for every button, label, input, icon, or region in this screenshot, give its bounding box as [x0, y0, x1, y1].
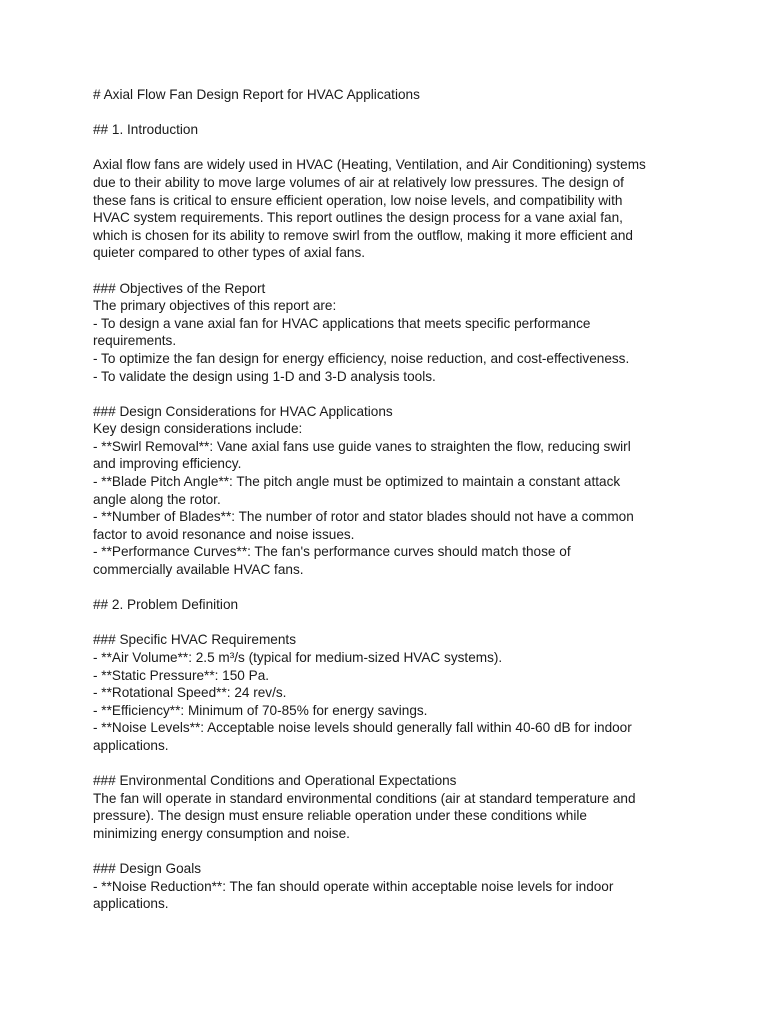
intro-text-line: these fans is critical to ensure efficient operation, low noise levels, and compatibility with — [93, 192, 623, 208]
requirements-text-line: applications. — [93, 737, 169, 753]
environment-text-line: minimizing energy consumption and noise. — [93, 825, 350, 841]
intro-text-line: due to their ability to move large volumes of air at relatively low pressures. The design of — [93, 174, 624, 190]
environment-text-line: pressure). The design must ensure reliable operation under these conditions while — [93, 808, 587, 824]
paragraph-gap — [93, 843, 693, 861]
intro-text-line: HVAC system requirements. This report outlines the design process for a vane axial fan, — [93, 210, 623, 226]
problem-heading: ## 2. Problem Definition — [93, 597, 239, 613]
paragraph-gap — [93, 104, 693, 122]
document-body — [93, 86, 693, 913]
goals-heading: ### Design Goals — [93, 861, 202, 877]
objectives-text-line: - To design a vane axial fan for HVAC applications that meets specific performance — [93, 315, 591, 331]
objectives-text-line: requirements. — [93, 333, 177, 349]
goals-text-line: applications. — [93, 896, 169, 912]
objectives-text-line: The primary objectives of this report are: — [93, 298, 337, 314]
document-title: # Axial Flow Fan Design Report for HVAC Applications — [93, 87, 420, 102]
intro-text-line: Axial flow fans are widely used in HVAC (Heating, Ventilation, and Air Conditioning) systems — [93, 157, 646, 173]
considerations-text-line: - **Number of Blades**: The number of rotor and stator blades should not have a common — [93, 509, 634, 525]
requirements-text-line: - **Static Pressure**: 150 Pa. — [93, 667, 270, 683]
intro-text-line: quieter compared to other types of axial fans. — [93, 245, 366, 261]
environment-text-line: The fan will operate in standard environmental conditions (air at standard temperature and — [93, 790, 636, 806]
paragraph-gap — [93, 579, 693, 597]
considerations-text-line: and improving efficiency. — [93, 456, 242, 472]
considerations-heading: ### Design Considerations for HVAC Applications — [93, 403, 393, 419]
objectives-heading: ### Objectives of the Report — [93, 280, 266, 296]
objectives-text-line: - To validate the design using 1-D and 3-D analysis tools. — [93, 368, 436, 384]
considerations-text-line: - **Performance Curves**: The fan's performance curves should match those of — [93, 544, 571, 560]
environment-heading: ### Environmental Conditions and Operational Expectations — [93, 773, 457, 789]
requirements-text-line: - **Efficiency**: Minimum of 70-85% for energy savings. — [93, 702, 428, 718]
paragraph-gap — [93, 614, 693, 632]
goals-text-line: - **Noise Reduction**: The fan should operate within acceptable noise levels for indoor — [93, 878, 614, 894]
requirements-text-line: - **Noise Levels**: Acceptable noise levels should generally fall within 40-60 dB for indoor — [93, 720, 632, 736]
requirements-text-line: - **Air Volume**: 2.5 m³/s (typical for medium-sized HVAC systems). — [93, 650, 503, 665]
considerations-text-line: commercially available HVAC fans. — [93, 562, 304, 578]
requirements-heading: ### Specific HVAC Requirements — [93, 632, 296, 648]
intro-text-line: which is chosen for its ability to remove swirl from the outflow, making it more efficient and — [93, 227, 633, 243]
paragraph-gap — [93, 385, 693, 403]
requirements-text-line: - **Rotational Speed**: 24 rev/s. — [93, 685, 287, 701]
considerations-text-line: factor to avoid resonance and noise issues. — [93, 526, 355, 542]
considerations-text-line: - **Blade Pitch Angle**: The pitch angle must be optimized to maintain a constant attack — [93, 474, 621, 490]
considerations-text-line: Key design considerations include: — [93, 421, 303, 437]
paragraph-gap — [93, 755, 693, 773]
paragraph-gap — [93, 262, 693, 280]
considerations-text-line: angle along the rotor. — [93, 491, 221, 507]
paragraph-gap — [93, 139, 693, 157]
objectives-text-line: - To optimize the fan design for energy efficiency, noise reduction, and cost-effectiveness. — [93, 350, 630, 366]
intro-heading: ## 1. Introduction — [93, 122, 199, 138]
considerations-text-line: - **Swirl Removal**: Vane axial fans use guide vanes to straighten the flow, reducing swirl — [93, 438, 631, 454]
